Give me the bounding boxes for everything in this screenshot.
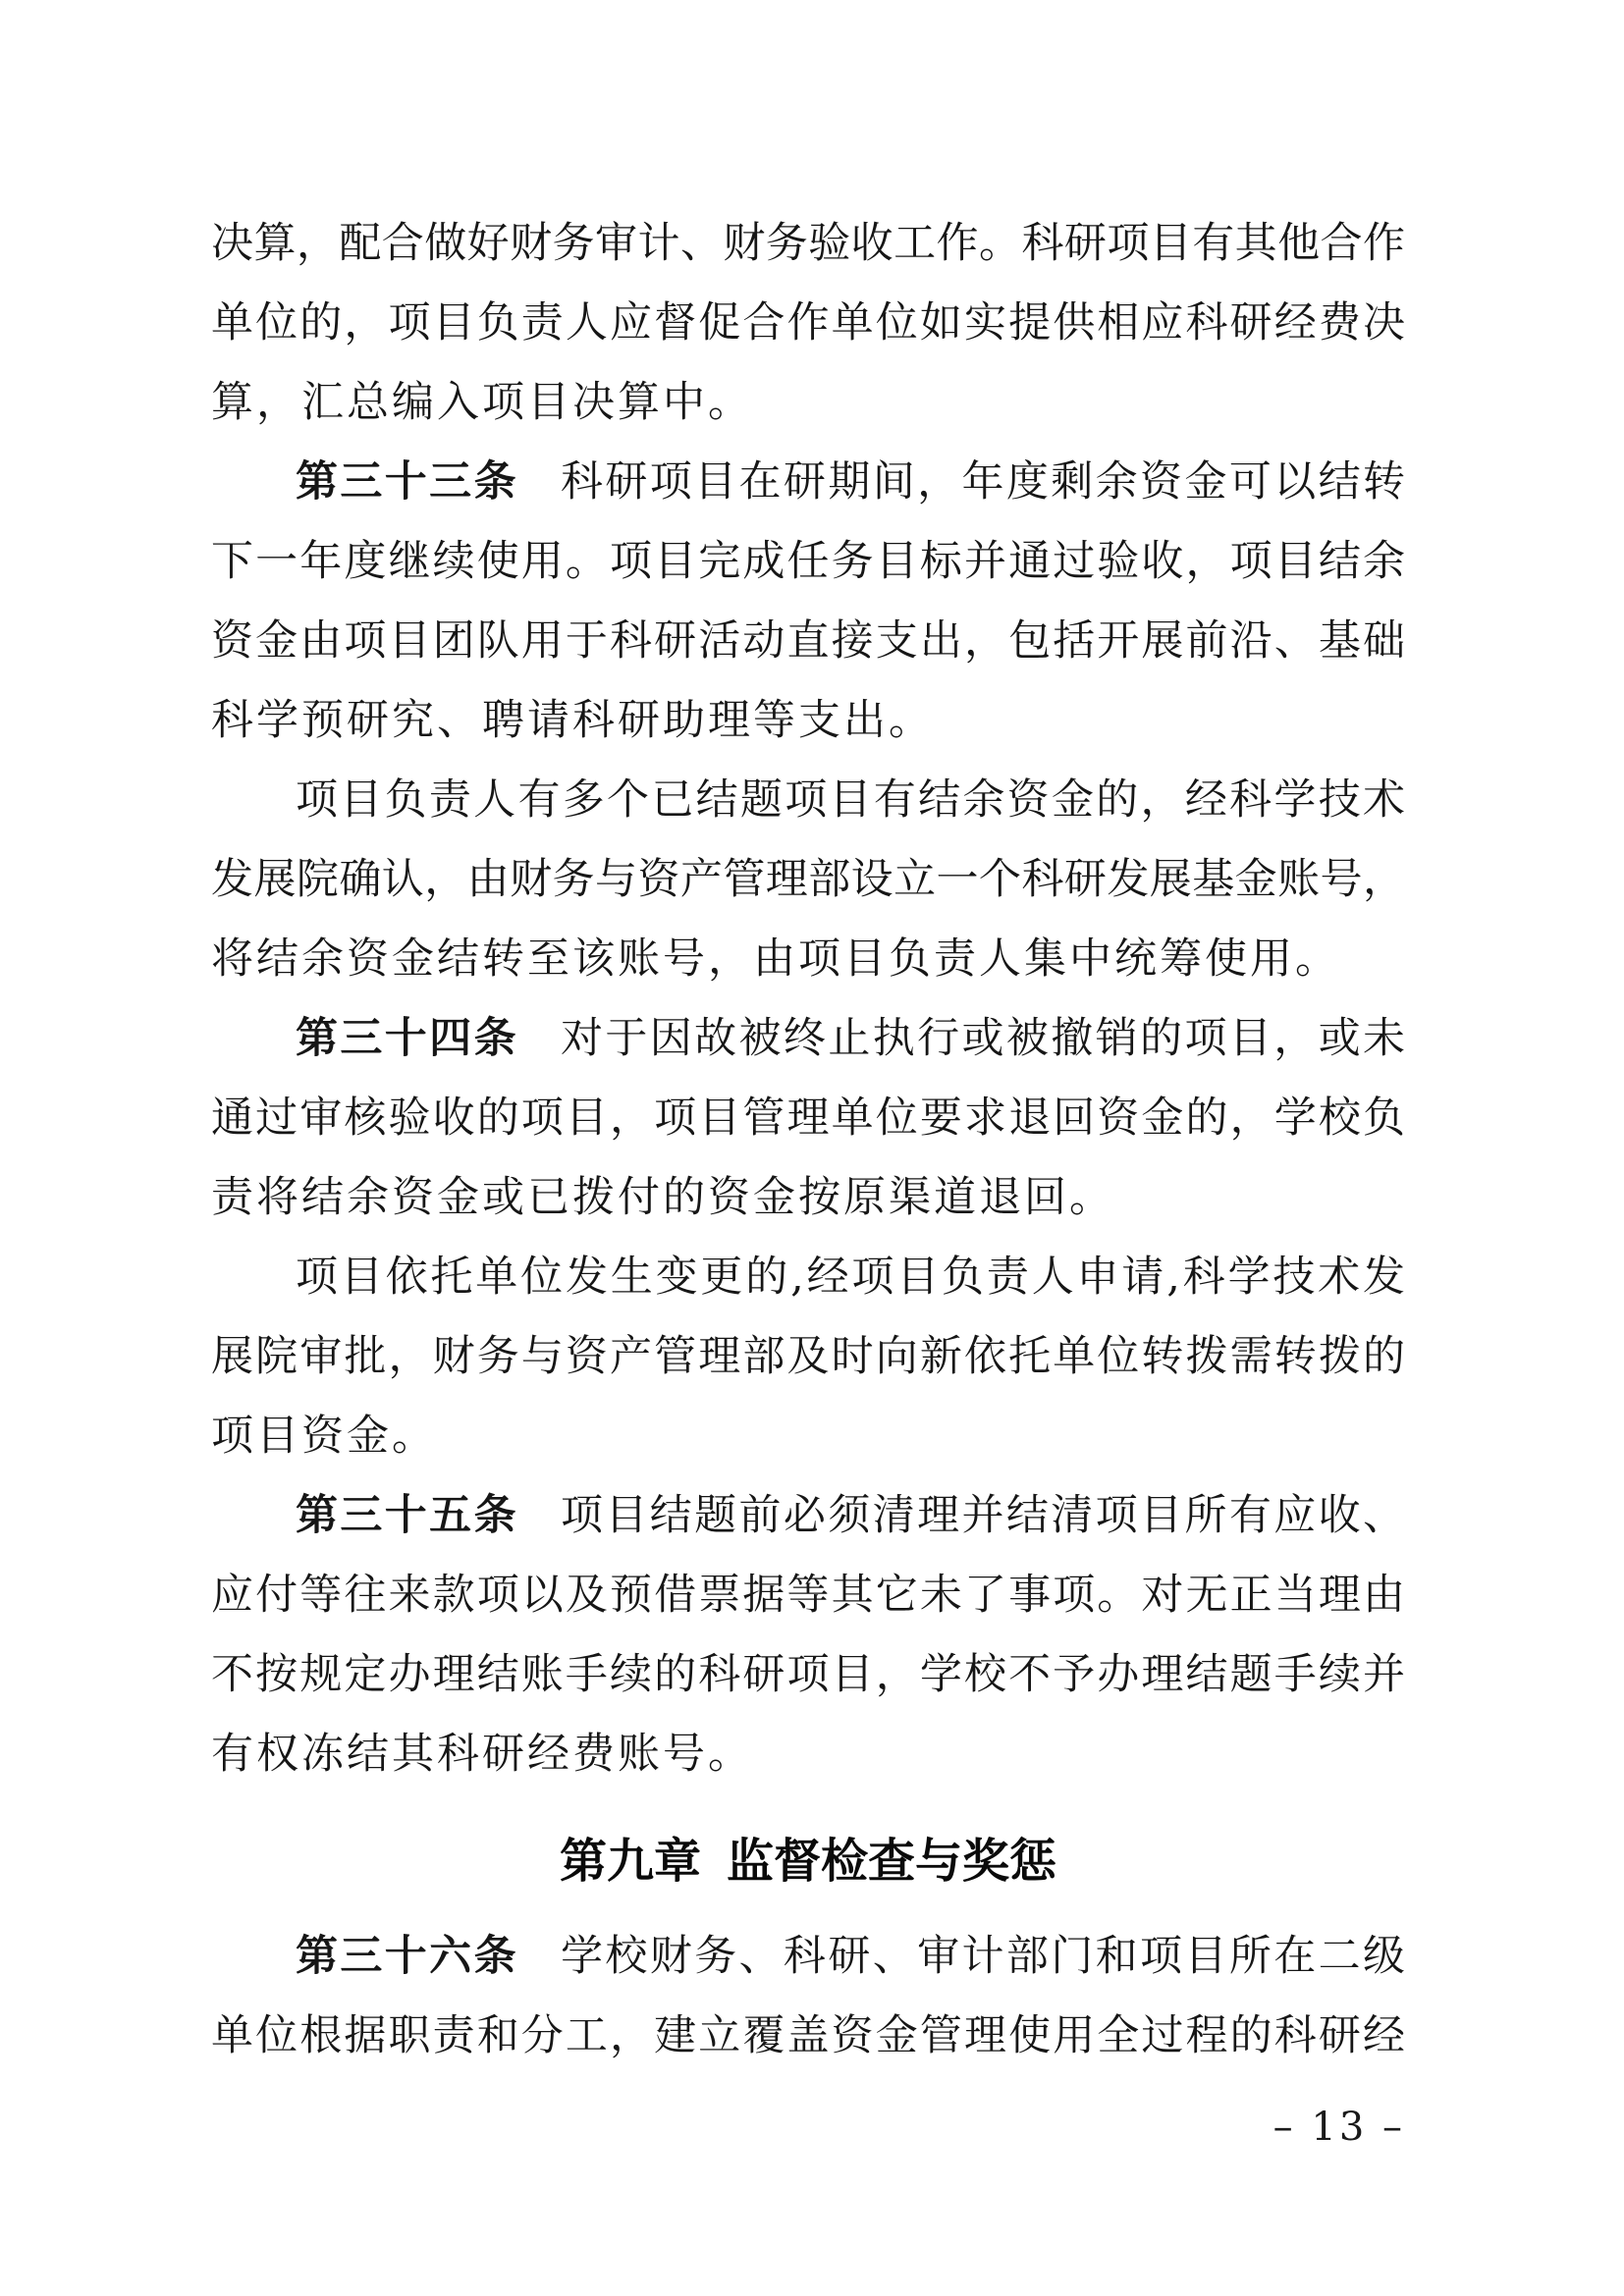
text-line (211, 284, 1405, 363)
line-text: 发展院确认，由财务与资产管理部设立一个科研发展基金账号， (211, 855, 1405, 904)
text-line (211, 204, 1405, 284)
line-text: 通过审核验收的项目，项目管理单位要求退回资金的，学校负 (211, 1094, 1405, 1143)
line-text: 应付等往来款项以及预借票据等其它未了事项。对无正当理由 (211, 1571, 1405, 1620)
text-line (211, 522, 1405, 602)
line-text: 学校财务、科研、审计部门和项目所在二级 (560, 1932, 1406, 1981)
text-line (211, 1556, 1405, 1635)
page-number: – 13 – (1272, 2105, 1405, 2150)
text-line (211, 1997, 1405, 2076)
line-text: 展院审批，财务与资产管理部及时向新依托单位转拨需转拨的 (211, 1332, 1405, 1381)
line-text: 有权冻结其科研经费账号。 (211, 1730, 753, 1779)
line-text: 项目负责人有多个已结题项目有结余资金的，经科学技术 (296, 775, 1405, 825)
text-line (211, 840, 1405, 920)
line-text: 项目依托单位发生变更的,经项目负责人申请,科学技术发 (296, 1253, 1405, 1302)
line-text: 不按规定办理结账手续的科研项目，学校不予办理结题手续并 (211, 1650, 1405, 1699)
article-number: 第三十四条 (296, 1014, 518, 1063)
line-text: 项目结题前必须清理并结清项目所有应收、 (560, 1491, 1406, 1540)
text-line (211, 681, 1405, 761)
line-text: 单位根据职责和分工，建立覆盖资金管理使用全过程的科研经 (211, 2011, 1405, 2060)
text-line (211, 443, 1405, 522)
line-text: 决算，配合做好财务审计、财务验收工作。科研项目有其他合作 (211, 219, 1405, 268)
text-line (211, 1238, 1405, 1317)
text-line (211, 602, 1405, 681)
line-text: 将结余资金结转至该账号，由项目负责人集中统筹使用。 (211, 934, 1340, 984)
text-line (211, 1079, 1405, 1158)
line-text: 科学预研究、聘请科研助理等支出。 (211, 696, 934, 745)
text-line (211, 1397, 1405, 1476)
article-number: 第三十三条 (296, 457, 518, 507)
text-line (211, 363, 1405, 443)
text-block (211, 204, 1405, 2076)
chapter-number: 第九章 (559, 1834, 701, 1889)
line-text: 资金由项目团队用于科研活动直接支出，包括开展前沿、基础 (211, 616, 1405, 666)
text-line (211, 920, 1405, 999)
article-number: 第三十五条 (296, 1491, 518, 1540)
line-text: 单位的，项目负责人应督促合作单位如实提供相应科研经费决 (211, 298, 1405, 347)
article-number: 第三十六条 (296, 1932, 518, 1981)
text-line (211, 999, 1405, 1079)
text-line (211, 1317, 1405, 1397)
line-text: 下一年度继续使用。项目完成任务目标并通过验收，项目结余 (211, 537, 1405, 586)
line-text: 算，汇总编入项目决算中。 (211, 378, 753, 427)
line-text: 项目资金。 (211, 1412, 437, 1461)
text-line (211, 1476, 1405, 1556)
line-text: 责将结余资金或已拨付的资金按原渠道退回。 (211, 1173, 1114, 1222)
chapter-heading (211, 1820, 1405, 1903)
text-line (211, 1917, 1405, 1997)
text-line (211, 1158, 1405, 1238)
chapter-title: 监督检查与奖惩 (727, 1834, 1057, 1889)
text-line (211, 1635, 1405, 1715)
text-line (211, 761, 1405, 840)
text-line (211, 1715, 1405, 1794)
line-text: 对于因故被终止执行或被撤销的项目，或未 (560, 1014, 1406, 1063)
line-text: 科研项目在研期间，年度剩余资金可以结转 (560, 457, 1406, 507)
